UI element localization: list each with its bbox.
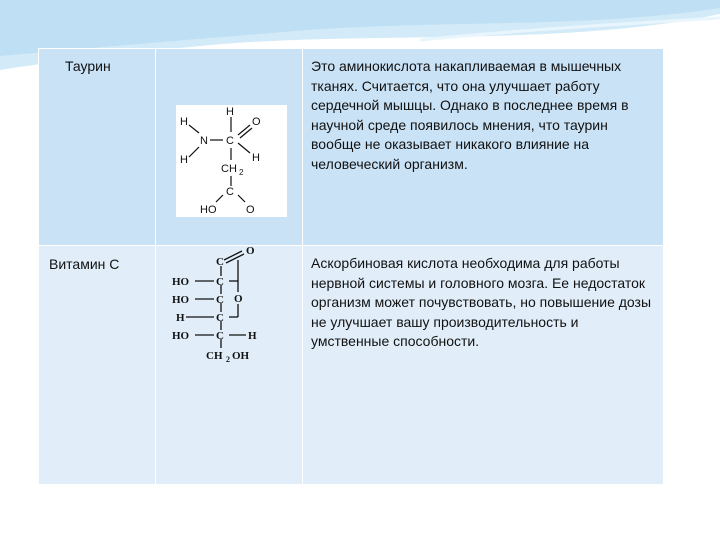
svg-text:O: O [246, 204, 255, 216]
substance-description: Аскорбиновая кислота необходима для работы нервной системы и головного мозга. Ее недостаток организм может почувствовать, но повышение дозы не улучшает вашу производительность и умственные способности. [311, 255, 652, 350]
svg-text:HO: HO [172, 276, 190, 288]
substance-description: Это аминокислота накапливаемая в мышечных тканях. Считается, что она улучшает работу сердечной мышцы. Однако в последнее время в научной среде появилось мнения, что таурин вообще не оказывает никакого влияние на человеческий организм. [311, 58, 629, 172]
structure-cell [156, 49, 303, 246]
svg-text:O: O [246, 246, 255, 257]
substance-name: Витамин С [49, 256, 120, 272]
svg-text:H: H [226, 106, 234, 118]
taurine-structure-icon [176, 105, 287, 217]
table-row-vitamin-c [39, 246, 664, 485]
table-row-taurine [39, 49, 664, 246]
svg-text:O: O [234, 293, 243, 305]
svg-text:HO: HO [200, 204, 217, 216]
svg-text:CH: CH [221, 163, 237, 175]
svg-text:H: H [180, 154, 188, 166]
svg-text:2: 2 [226, 355, 230, 364]
svg-text:C: C [216, 312, 224, 324]
svg-text:H: H [176, 312, 185, 324]
vitamins-table [38, 48, 664, 485]
svg-text:CH: CH [206, 350, 223, 362]
svg-text:OH: OH [232, 350, 250, 362]
svg-text:H: H [252, 152, 260, 164]
description-cell [303, 49, 664, 246]
name-cell [39, 246, 156, 485]
structure-cell [156, 246, 303, 485]
name-cell [39, 49, 156, 246]
svg-text:C: C [216, 256, 224, 268]
substance-name: Таурин [65, 58, 111, 74]
svg-text:H: H [248, 330, 257, 342]
svg-text:HO: HO [172, 330, 190, 342]
description-cell [303, 246, 664, 485]
ascorbic-acid-structure-icon [162, 246, 266, 380]
svg-text:C: C [216, 276, 224, 288]
svg-text:O: O [252, 116, 261, 128]
svg-text:N: N [200, 135, 208, 147]
svg-text:C: C [216, 294, 224, 306]
svg-text:C: C [226, 186, 234, 198]
svg-text:C: C [216, 330, 224, 342]
svg-text:HO: HO [172, 294, 190, 306]
svg-text:C: C [226, 135, 234, 147]
svg-text:2: 2 [239, 168, 244, 177]
svg-text:H: H [180, 116, 188, 128]
